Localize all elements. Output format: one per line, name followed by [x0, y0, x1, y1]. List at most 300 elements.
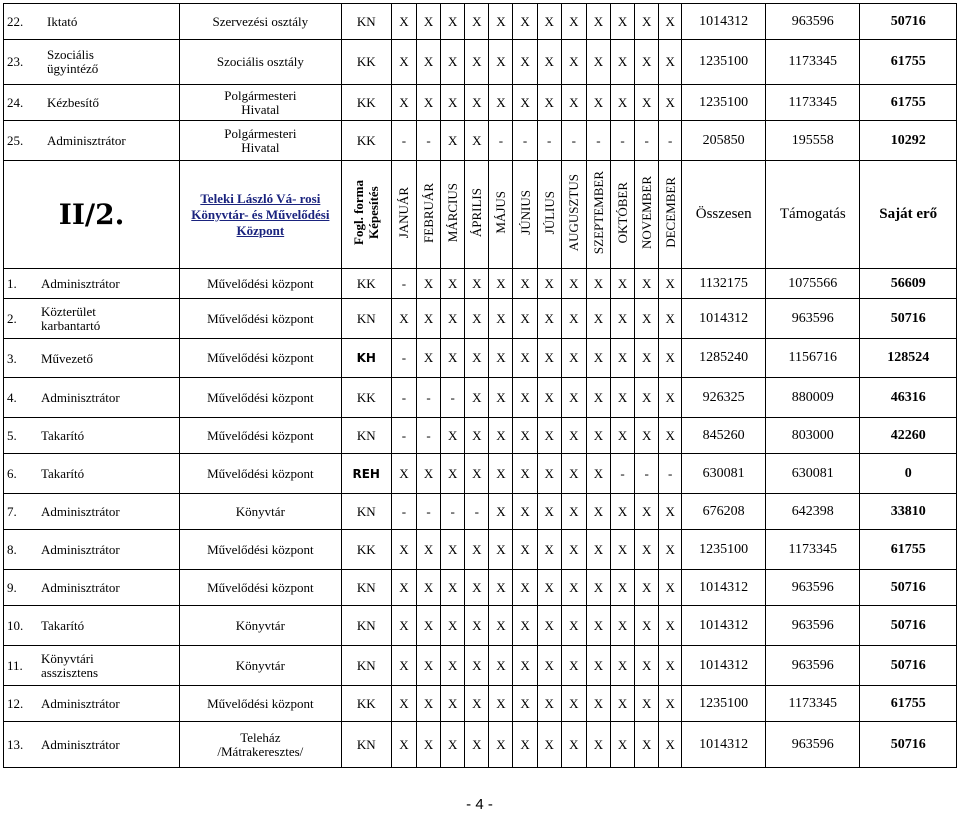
unit-cell	[180, 646, 341, 686]
month-mark: X	[465, 570, 489, 606]
month-mark: X	[561, 299, 586, 339]
month-mark: X	[610, 418, 634, 454]
month-mark: X	[586, 722, 610, 768]
month-mark: X	[465, 269, 489, 299]
month-mark: X	[537, 85, 561, 121]
support-amount: 1173345	[766, 40, 860, 85]
month-mark: -	[659, 454, 682, 494]
month-mark: X	[441, 646, 465, 686]
employment-form: KN	[341, 606, 391, 646]
table-row	[4, 269, 957, 299]
support-amount: 195558	[766, 121, 860, 161]
month-mark: X	[659, 722, 682, 768]
month-mark: X	[391, 722, 416, 768]
month-mark: X	[441, 418, 465, 454]
employment-form: KN	[341, 299, 391, 339]
month-mark: X	[561, 686, 586, 722]
row-number: 25.	[7, 133, 24, 148]
support-amount: 963596	[766, 570, 860, 606]
month-mark: X	[417, 570, 441, 606]
month-header-aug: AUGUSZTUS	[561, 161, 586, 269]
position-title: Takarító	[41, 618, 85, 633]
month-mark: X	[659, 418, 682, 454]
month-header-jun: JÚNIUS	[513, 161, 537, 269]
own-amount: 128524	[860, 339, 957, 378]
support-amount: 1156716	[766, 339, 860, 378]
table-row	[4, 722, 957, 768]
staffing-table	[3, 3, 957, 768]
month-mark: -	[635, 121, 659, 161]
month-mark: X	[635, 40, 659, 85]
month-mark: X	[537, 339, 561, 378]
month-mark: X	[465, 606, 489, 646]
own-amount: 61755	[860, 40, 957, 85]
month-mark: X	[635, 606, 659, 646]
month-mark: X	[441, 4, 465, 40]
page-number: - 4 -	[466, 796, 493, 813]
month-mark: X	[537, 40, 561, 85]
month-mark: X	[635, 299, 659, 339]
position-cell	[4, 299, 180, 339]
month-mark: X	[610, 85, 634, 121]
month-mark: -	[610, 454, 634, 494]
month-mark: X	[610, 494, 634, 530]
row-number: 22.	[7, 14, 24, 29]
month-mark: X	[441, 40, 465, 85]
month-mark: X	[635, 530, 659, 570]
row-number: 10.	[7, 618, 24, 633]
total-amount: 1014312	[682, 570, 766, 606]
month-mark: X	[537, 454, 561, 494]
unit-name: Könyvtár	[235, 503, 285, 519]
position-cell	[4, 418, 180, 454]
unit-name: /Mátrakeresztes/	[217, 743, 304, 759]
position-title: Adminisztrátor	[41, 542, 120, 557]
month-mark: X	[391, 606, 416, 646]
own-amount: 50716	[860, 722, 957, 768]
month-mark: X	[586, 4, 610, 40]
section-header-row	[4, 161, 957, 269]
position-title: Adminisztrátor	[41, 390, 120, 405]
own-amount: 0	[860, 454, 957, 494]
month-mark: X	[417, 686, 441, 722]
month-header-feb: FEBRUÁR	[417, 161, 441, 269]
position-title: karbantartó	[41, 317, 101, 333]
month-mark: X	[610, 269, 634, 299]
month-mark: X	[417, 454, 441, 494]
month-mark: -	[417, 378, 441, 418]
month-mark: -	[659, 121, 682, 161]
month-mark: X	[441, 722, 465, 768]
employment-form: REH	[341, 454, 391, 494]
month-mark: X	[537, 4, 561, 40]
month-mark: X	[610, 686, 634, 722]
month-mark: X	[635, 339, 659, 378]
unit-cell	[180, 494, 341, 530]
month-mark: X	[417, 530, 441, 570]
month-mark: X	[659, 85, 682, 121]
month-mark: -	[417, 418, 441, 454]
month-mark: X	[489, 494, 513, 530]
total-amount: 205850	[682, 121, 766, 161]
row-number: 13.	[7, 737, 24, 752]
month-mark: X	[635, 570, 659, 606]
table-row	[4, 494, 957, 530]
employment-form: KN	[341, 570, 391, 606]
month-mark: X	[417, 606, 441, 646]
support-amount: 1075566	[766, 269, 860, 299]
month-mark: X	[561, 570, 586, 606]
row-number: 2.	[7, 310, 17, 326]
total-amount: 1014312	[682, 4, 766, 40]
total-amount: 1014312	[682, 722, 766, 768]
month-mark: X	[441, 686, 465, 722]
month-mark: X	[441, 269, 465, 299]
row-number: 23.	[7, 54, 24, 69]
month-mark: X	[586, 418, 610, 454]
position-cell	[4, 606, 180, 646]
total-amount: 845260	[682, 418, 766, 454]
table-row	[4, 378, 957, 418]
month-mark: -	[391, 269, 416, 299]
total-amount: 1235100	[682, 686, 766, 722]
month-mark: X	[489, 299, 513, 339]
row-number: 11.	[7, 657, 23, 673]
month-mark: X	[465, 299, 489, 339]
row-number: 9.	[7, 580, 17, 595]
support-amount: 963596	[766, 722, 860, 768]
support-amount: 963596	[766, 646, 860, 686]
position-title: Takarító	[41, 428, 85, 443]
month-mark: -	[417, 121, 441, 161]
position-title: Takarító	[41, 466, 85, 481]
month-mark: X	[659, 378, 682, 418]
unit-cell	[180, 722, 341, 768]
month-mark: X	[465, 646, 489, 686]
employment-form: KN	[341, 646, 391, 686]
month-mark: X	[489, 722, 513, 768]
month-mark: X	[513, 4, 537, 40]
unit-name: Polgármesteri	[224, 125, 297, 141]
month-mark: X	[513, 570, 537, 606]
unit-cell	[180, 40, 341, 85]
month-mark: X	[610, 722, 634, 768]
month-mark: X	[659, 269, 682, 299]
row-number: 3.	[7, 350, 17, 366]
position-title: Adminisztrátor	[41, 737, 120, 752]
month-mark: X	[561, 378, 586, 418]
row-number: 4.	[7, 390, 17, 405]
month-mark: X	[465, 85, 489, 121]
month-mark: X	[441, 299, 465, 339]
unit-name: Könyvtár	[235, 657, 285, 673]
own-amount: 61755	[860, 85, 957, 121]
month-mark: X	[659, 299, 682, 339]
month-mark: X	[465, 418, 489, 454]
month-mark: X	[391, 530, 416, 570]
month-header-mar: MÁRCIUS	[441, 161, 465, 269]
support-amount: 642398	[766, 494, 860, 530]
position-title: ügyintéző	[47, 61, 99, 76]
month-mark: X	[635, 378, 659, 418]
own-amount: 42260	[860, 418, 957, 454]
month-mark: X	[561, 646, 586, 686]
unit-name: Teleház	[240, 729, 281, 745]
unit-name: Művelődési központ	[207, 427, 314, 443]
employment-form: KN	[341, 722, 391, 768]
unit-cell	[180, 418, 341, 454]
unit-name: Művelődési központ	[207, 579, 314, 595]
month-mark: X	[610, 530, 634, 570]
position-cell	[4, 494, 180, 530]
support-amount: 963596	[766, 606, 860, 646]
month-mark: X	[391, 40, 416, 85]
month-mark: X	[610, 4, 634, 40]
position-cell	[4, 378, 180, 418]
month-mark: X	[610, 299, 634, 339]
unit-name: Könyvtár	[235, 617, 285, 633]
month-mark: X	[537, 299, 561, 339]
month-mark: X	[586, 606, 610, 646]
month-mark: -	[391, 418, 416, 454]
month-mark: X	[561, 418, 586, 454]
month-mark: X	[537, 722, 561, 768]
own-amount: 50716	[860, 299, 957, 339]
month-mark: X	[586, 686, 610, 722]
month-mark: X	[513, 494, 537, 530]
employment-form: KK	[341, 269, 391, 299]
unit-name: Polgármesteri	[224, 87, 297, 103]
unit-name: Művelődési központ	[207, 275, 314, 291]
month-mark: X	[417, 4, 441, 40]
employment-form: KK	[341, 686, 391, 722]
own-amount: 10292	[860, 121, 957, 161]
month-mark: X	[586, 494, 610, 530]
month-mark: X	[489, 606, 513, 646]
table-row	[4, 686, 957, 722]
month-mark: X	[586, 570, 610, 606]
own-amount: 50716	[860, 606, 957, 646]
month-mark: -	[561, 121, 586, 161]
month-mark: X	[417, 269, 441, 299]
month-mark: X	[441, 85, 465, 121]
month-mark: X	[417, 722, 441, 768]
total-amount: 1235100	[682, 530, 766, 570]
month-mark: X	[586, 299, 610, 339]
month-header-sep: SZEPTEMBER	[586, 161, 610, 269]
month-mark: X	[489, 378, 513, 418]
month-mark: -	[391, 494, 416, 530]
support-amount: 630081	[766, 454, 860, 494]
own-amount: 50716	[860, 4, 957, 40]
month-mark: X	[635, 4, 659, 40]
month-mark: X	[513, 339, 537, 378]
table-row	[4, 339, 957, 378]
month-mark: X	[635, 494, 659, 530]
position-cell	[4, 121, 180, 161]
unit-cell	[180, 4, 341, 40]
month-mark: X	[465, 454, 489, 494]
support-amount: 803000	[766, 418, 860, 454]
month-mark: -	[391, 378, 416, 418]
month-mark: X	[465, 40, 489, 85]
month-mark: X	[465, 121, 489, 161]
month-mark: X	[537, 494, 561, 530]
month-mark: X	[561, 339, 586, 378]
row-number: 12.	[7, 696, 24, 711]
unit-name: Művelődési központ	[207, 465, 314, 481]
own-amount: 33810	[860, 494, 957, 530]
unit-cell	[180, 85, 341, 121]
month-mark: X	[635, 85, 659, 121]
employment-form: KK	[341, 121, 391, 161]
unit-cell	[180, 606, 341, 646]
month-mark: X	[441, 339, 465, 378]
table-row	[4, 646, 957, 686]
total-header: Összesen	[682, 161, 766, 269]
row-number: 6.	[7, 466, 17, 481]
unit-cell	[180, 454, 341, 494]
month-mark: X	[489, 40, 513, 85]
unit-name: Szociális osztály	[216, 54, 304, 69]
month-mark: X	[586, 454, 610, 494]
month-mark: -	[513, 121, 537, 161]
month-mark: X	[465, 722, 489, 768]
position-title: Kézbesítő	[47, 95, 99, 110]
unit-cell	[180, 570, 341, 606]
unit-name: Művelődési központ	[207, 695, 314, 711]
month-mark: X	[489, 570, 513, 606]
month-header-jul: JÚLIUS	[537, 161, 561, 269]
month-mark: -	[489, 121, 513, 161]
month-mark: X	[513, 85, 537, 121]
unit-name: Művelődési központ	[207, 541, 314, 557]
month-mark: X	[391, 85, 416, 121]
total-amount: 1014312	[682, 299, 766, 339]
own-amount: 61755	[860, 686, 957, 722]
month-mark: X	[537, 269, 561, 299]
unit-name: Hivatal	[241, 101, 280, 117]
month-mark: X	[659, 686, 682, 722]
month-mark: X	[537, 530, 561, 570]
month-mark: X	[659, 646, 682, 686]
unit-name: Művelődési központ	[207, 389, 314, 405]
table-row	[4, 454, 957, 494]
position-cell	[4, 686, 180, 722]
month-mark: -	[441, 494, 465, 530]
month-header-oct: OKTÓBER	[610, 161, 634, 269]
total-amount: 1235100	[682, 40, 766, 85]
month-mark: -	[391, 121, 416, 161]
position-cell	[4, 570, 180, 606]
month-mark: X	[513, 454, 537, 494]
month-mark: X	[391, 646, 416, 686]
month-mark: X	[586, 646, 610, 686]
month-mark: X	[513, 606, 537, 646]
month-mark: X	[465, 686, 489, 722]
month-mark: X	[610, 646, 634, 686]
total-amount: 1132175	[682, 269, 766, 299]
total-amount: 1014312	[682, 606, 766, 646]
month-mark: X	[586, 530, 610, 570]
month-mark: X	[489, 339, 513, 378]
month-mark: X	[465, 339, 489, 378]
table-row	[4, 606, 957, 646]
month-mark: X	[465, 530, 489, 570]
support-amount: 963596	[766, 299, 860, 339]
position-cell	[4, 40, 180, 85]
month-mark: X	[659, 4, 682, 40]
table-row	[4, 121, 957, 161]
month-mark: -	[586, 121, 610, 161]
unit-name: Szervezési osztály	[212, 13, 309, 29]
month-mark: X	[659, 40, 682, 85]
unit-cell	[180, 269, 341, 299]
position-title: asszisztens	[41, 664, 99, 680]
position-cell	[4, 454, 180, 494]
total-amount: 676208	[682, 494, 766, 530]
month-mark: X	[489, 454, 513, 494]
month-mark: -	[465, 494, 489, 530]
own-amount: 56609	[860, 269, 957, 299]
table-row	[4, 418, 957, 454]
month-mark: X	[586, 339, 610, 378]
employment-form: KN	[341, 4, 391, 40]
table-row	[4, 4, 957, 40]
unit-name: Hivatal	[241, 139, 280, 155]
month-mark: X	[537, 418, 561, 454]
month-mark: X	[417, 299, 441, 339]
month-mark: X	[537, 570, 561, 606]
month-mark: X	[561, 40, 586, 85]
month-mark: X	[441, 454, 465, 494]
month-mark: -	[537, 121, 561, 161]
employment-form: KK	[341, 378, 391, 418]
row-number: 8.	[7, 542, 17, 557]
month-mark: X	[391, 570, 416, 606]
month-mark: X	[635, 646, 659, 686]
unit-cell	[180, 530, 341, 570]
month-mark: X	[610, 339, 634, 378]
month-mark: X	[417, 40, 441, 85]
support-amount: 1173345	[766, 686, 860, 722]
month-mark: X	[610, 570, 634, 606]
month-mark: X	[610, 40, 634, 85]
position-title: Adminisztrátor	[41, 580, 120, 595]
month-mark: X	[513, 299, 537, 339]
month-mark: X	[417, 85, 441, 121]
month-mark: X	[586, 85, 610, 121]
month-mark: X	[489, 686, 513, 722]
support-amount: 963596	[766, 4, 860, 40]
month-mark: X	[635, 418, 659, 454]
month-mark: X	[489, 646, 513, 686]
position-title: Közterület	[41, 303, 96, 319]
employment-form: KK	[341, 85, 391, 121]
table-row	[4, 570, 957, 606]
month-mark: X	[537, 646, 561, 686]
month-mark: X	[561, 606, 586, 646]
support-amount: 1173345	[766, 85, 860, 121]
month-mark: X	[513, 418, 537, 454]
own-amount: 61755	[860, 530, 957, 570]
month-mark: X	[513, 40, 537, 85]
row-number: 24.	[7, 95, 24, 110]
month-mark: X	[513, 646, 537, 686]
position-title: Iktató	[47, 14, 78, 29]
month-mark: X	[610, 606, 634, 646]
month-mark: X	[513, 530, 537, 570]
